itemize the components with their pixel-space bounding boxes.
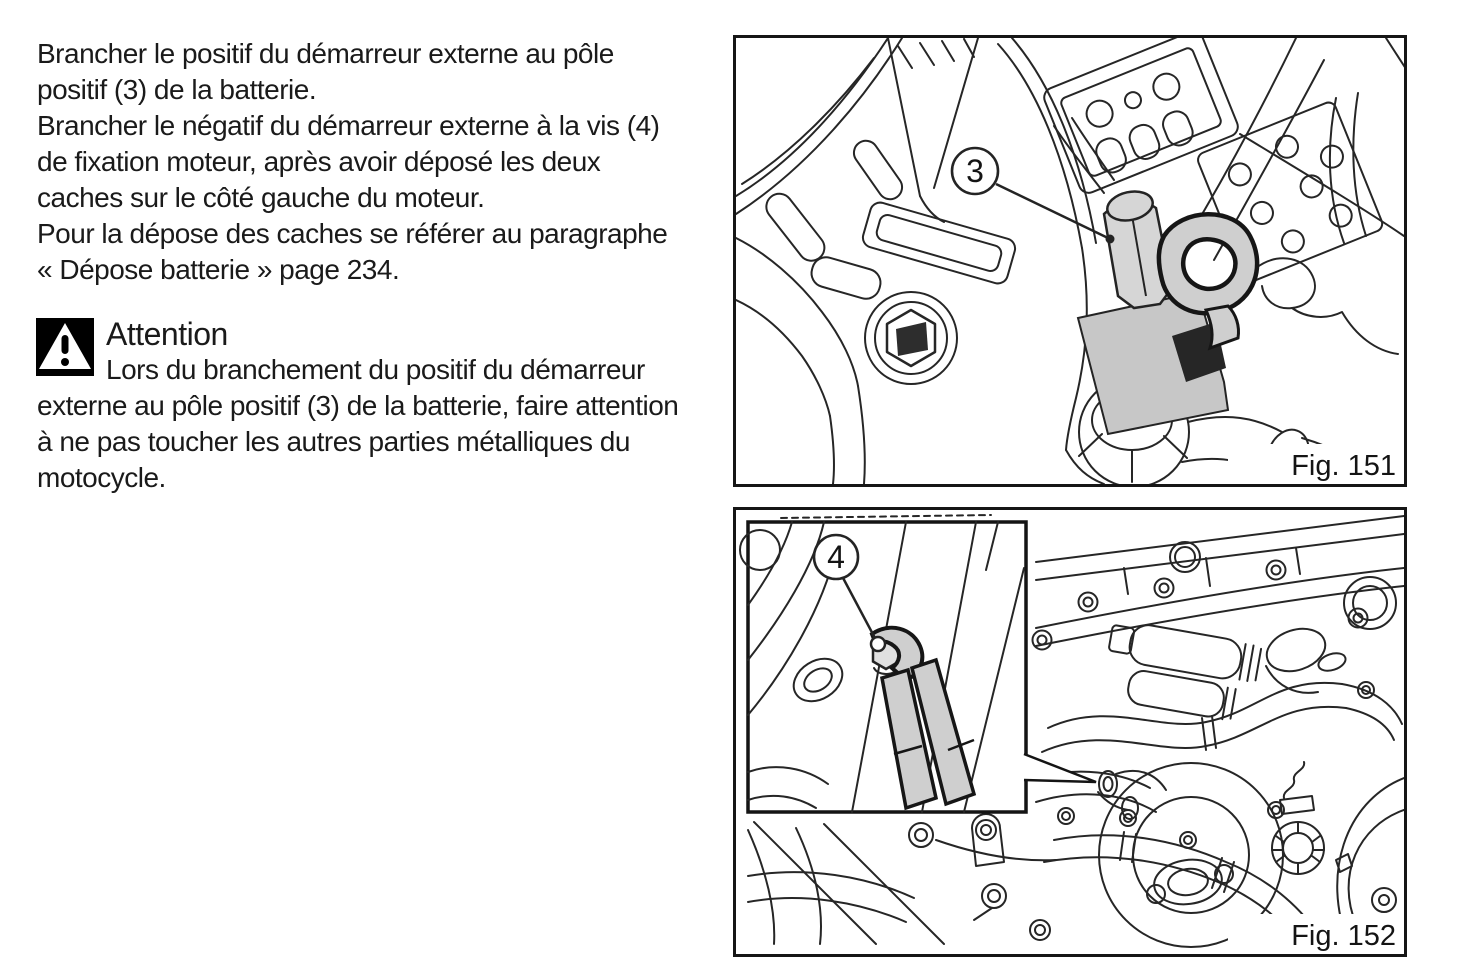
- fig-152-illustration: [736, 510, 1404, 954]
- figure-label: Fig. 152: [1291, 920, 1396, 952]
- body-text-line: « Dépose batterie » page 234.: [37, 254, 400, 285]
- warning-text-line: motocycle.: [37, 462, 166, 493]
- body-text-line: Brancher le positif du démarreur externe au pôle: [37, 38, 614, 69]
- body-text-line: Brancher le négatif du démarreur externe à la vis (4): [37, 110, 660, 141]
- warning-text-line: à ne pas toucher les autres parties métalliques du: [37, 426, 630, 457]
- body-text-line: Pour la dépose des caches se référer au paragraphe: [37, 218, 668, 249]
- plug-socket-shadow: [896, 322, 928, 356]
- fig-152-inset-detail: [740, 522, 1026, 812]
- warning-heading: Attention: [106, 316, 228, 352]
- body-text-line: caches sur le côté gauche du moteur.: [37, 182, 485, 213]
- figure-label: Fig. 151: [1291, 450, 1396, 482]
- warning-text-line: externe au pôle positif (3) de la batterie, faire attention: [37, 390, 679, 421]
- fig-151-label-group: [1228, 444, 1404, 484]
- warning-triangle-glyph: [36, 318, 94, 376]
- body-text-line: de fixation moteur, après avoir déposé les deux: [37, 146, 601, 177]
- warning-triangle-icon: [36, 318, 94, 376]
- figure-151: [733, 35, 1407, 487]
- warning-text-line: Lors du branchement du positif du démarreur: [106, 354, 645, 385]
- callout-4-number: 4: [827, 539, 845, 575]
- figure-152: [733, 507, 1407, 957]
- fig-152-label-group: [1228, 914, 1404, 954]
- fig-151-illustration: [736, 38, 1404, 484]
- callout-3-number: 3: [966, 153, 984, 189]
- inset-pointer-wedge: [1024, 754, 1096, 782]
- body-text-line: positif (3) de la batterie.: [37, 74, 317, 105]
- fig-151-line-art: [736, 38, 1404, 484]
